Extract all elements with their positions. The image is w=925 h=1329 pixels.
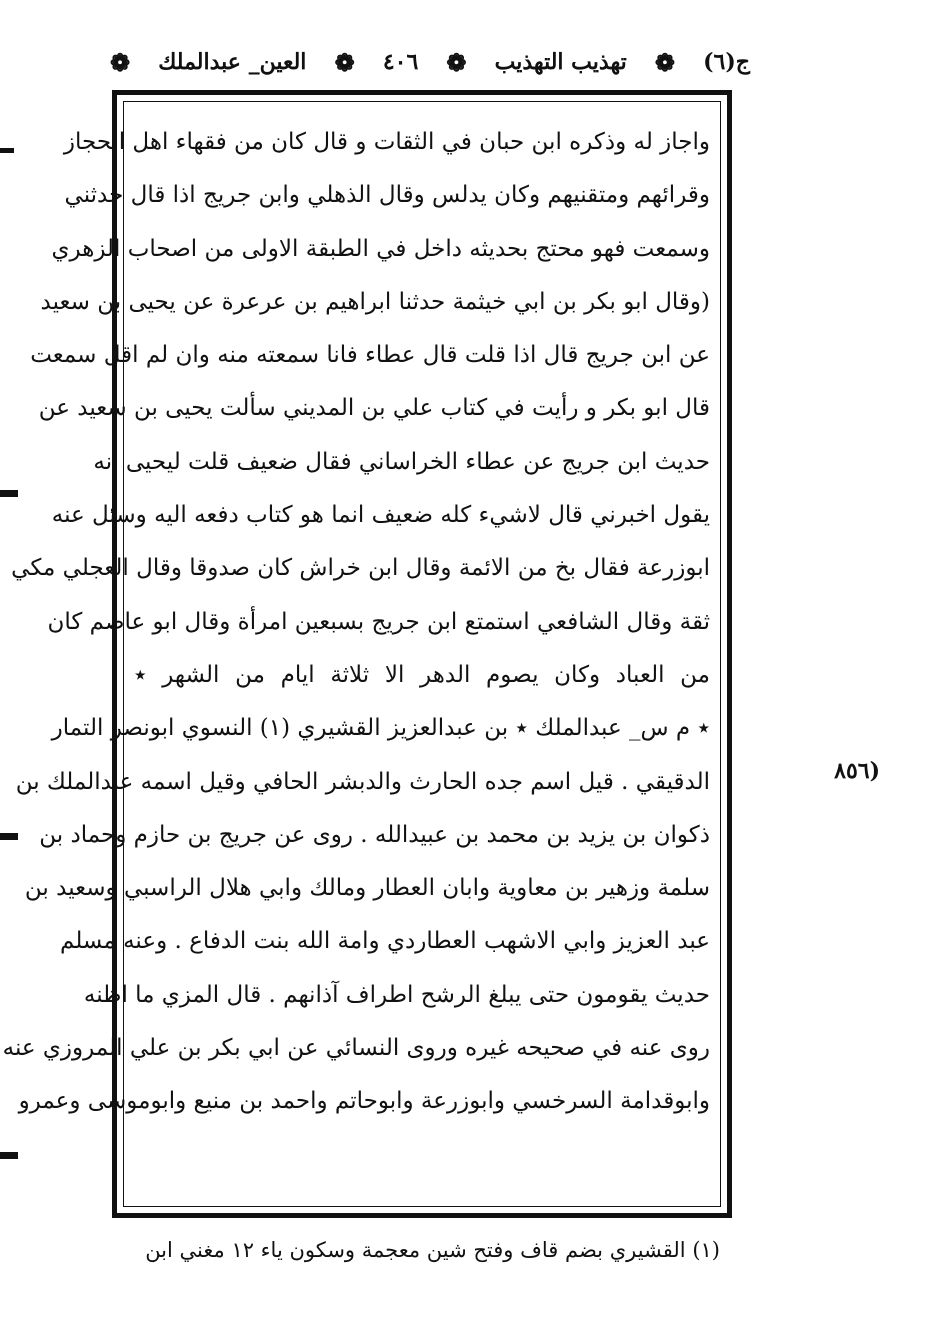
scan-edge-mark [0,490,18,497]
scan-edge-mark [0,1152,18,1159]
text-line: عبد العزيز وابي الاشهب العطاردي وامة الله بنت الدفاع . وعنه مسلم [60,928,710,955]
scan-edge-mark [0,833,18,840]
volume-label: ج(٦) [703,49,750,75]
text-line: قال ابو بكر و رأيت في كتاب علي بن المديني سألت يحيى بن سعيد عن [38,395,710,422]
scan-edge-mark [0,148,14,153]
text-line: ٭ م س_ عبدالملك ٭ بن عبدالعزيز القشيري (١) النسوي ابونصر التمار [51,715,710,742]
text-line: وسمعت فهو محتج بحديثه داخل في الطبقة الاولى من اصحاب الزهري [51,235,710,262]
text-line: وقرائهم ومتقنيهم وكان يدلس وقال الذهلي وابن جريج اذا قال حدثني [64,182,710,209]
page-number: ٤٠٦ [382,49,419,75]
text-line: روى عنه في صحيحه غيره وروى النسائي عن ابي بكر بن علي المروزي عنه [2,1035,710,1062]
ornament-icon: ❁ [334,47,355,77]
text-line: يقول اخبرني قال لاشيء كله ضعيف انما هو كتاب دفعه اليه وسئل عنه [51,502,710,529]
text-line: الدقيقي . قيل اسم جده الحارث والدبشر الحافي وقيل اسمه عبدالملك بن [15,768,710,795]
text-line: ثقة وقال الشافعي استمتع ابن جريج بسبعين امرأة وقال ابو عاصم كان [47,608,710,635]
text-line: حديث يقومون حتى يبلغ الرشح اطراف آذانهم . قال المزي ما اظنه [83,981,710,1008]
text-line: حديث ابن جريج عن عطاء الخراساني فقال ضعيف قلت ليحيى انه [93,448,710,475]
ornament-icon: ❁ [446,47,467,77]
inner-border [2,101,721,1207]
footnote: (١) القشيري بضم قاف وفتح شين معجمة وسكون ياء ١٢ مغني ابن [145,1238,720,1262]
text-line: ابوزرعة فقال بخ من الائمة وقال ابن خراش كان صدوقا وقال العجلي مكي [11,555,710,582]
text-frame [2,90,732,1218]
ornament-icon: ❁ [110,47,131,77]
ornament-icon: ❁ [654,47,675,77]
text-line: سلمة وزهير بن معاوية وابان العطار ومالك وابي هلال الراسبي وسعيد بن [24,875,710,902]
page-header [110,38,750,86]
text-line: ذكوان بن يزيد بن محمد بن عبيدالله . روى عن جريج بن حازم وحماد بن [39,821,710,848]
text-line: عن ابن جريج قال اذا قلت قال عطاء فانا سمعته منه وان لم اقل سمعت [30,342,710,369]
section-title: العين_ عبدالملك [158,49,307,75]
entry-number: (٨٥٦ [834,758,880,784]
text-line: واجاز له وذكره ابن حبان في الثقات و قال كان من فقهاء اهل الحجاز [63,129,710,155]
text-body [2,116,710,1129]
text-line: (وقال ابو بكر بن ابي خيثمة حدثنا ابراهيم بن عرعرة عن يحيى بن سعيد [40,288,710,315]
text-line: من العباد وكان يصوم الدهر الا ثلاثة ايام من الشهر ٭ [134,661,710,688]
text-line: وابوقدامة السرخسي وابوزرعة وابوحاتم واحمد بن منيع وابوموسى وعمرو [18,1088,710,1115]
book-title: تهذيب التهذيب [494,49,627,75]
